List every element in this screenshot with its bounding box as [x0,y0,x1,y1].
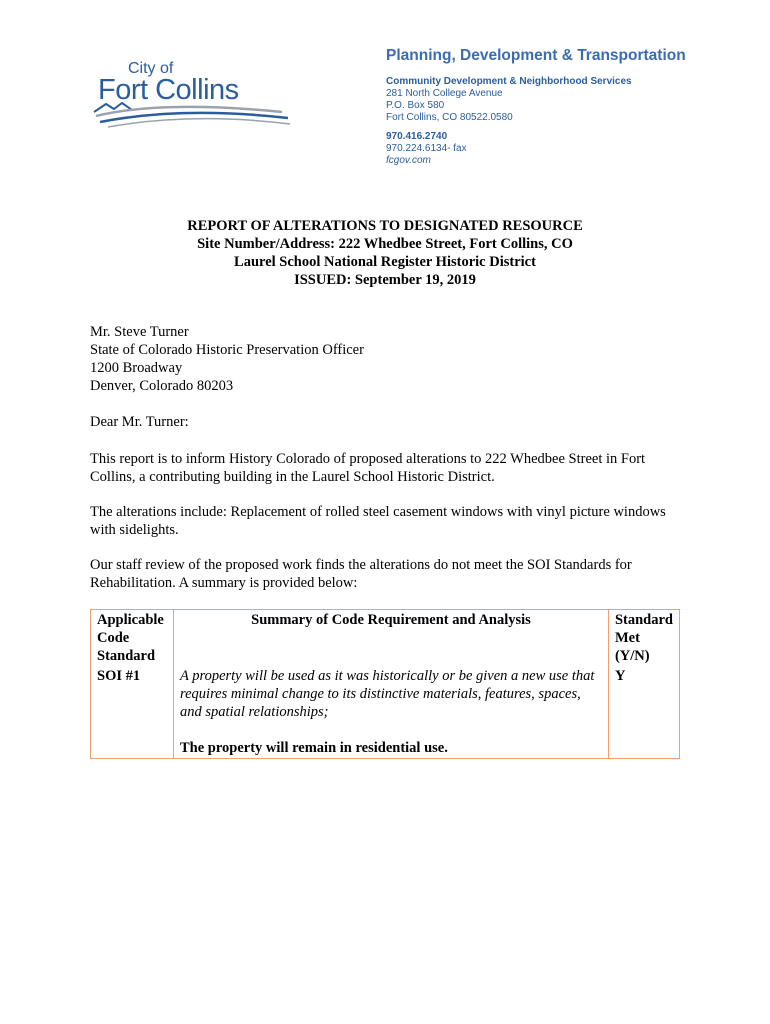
row-analysis: The property will remain in residential use. [180,740,448,756]
title-line: ISSUED: September 19, 2019 [294,272,476,288]
row-standard: SOI #1 [91,666,174,759]
table-header-row [91,610,680,667]
title-line: REPORT OF ALTERATIONS TO DESIGNATED RESOURCE [187,218,583,234]
department-name: Planning, Development & Transportation [386,47,686,64]
paragraph: Our staff review of the proposed work finds the alterations do not meet the SOI Standards for Rehabilitation. A summary is provided below: [90,557,632,591]
recipient-street: 1200 Broadway [90,360,183,376]
paragraph: The alterations include: Replacement of rolled steel casement windows with vinyl picture windows with sidelights. [90,504,666,538]
row-requirement: A property will be used as it was historically or be given a new use that requires minimal change to its distinctive materials, features, spaces, and spatial relationships; [180,668,595,720]
salutation: Dear Mr. Turner: [90,414,189,430]
address-line: Fort Collins, CO 80522.0580 [386,112,513,123]
title-line: Site Number/Address: 222 Whedbee Street, Fort Collins, CO [197,236,573,252]
table-row [91,666,680,759]
address-line: P.O. Box 580 [386,100,445,111]
report-title [90,217,680,289]
recipient-city: Denver, Colorado 80203 [90,378,234,394]
phone: 970.416.2740 [386,131,448,142]
mountain-swoosh-icon [92,100,292,130]
city-logo [92,60,292,132]
header-met: Standard Met (Y/N) [608,610,679,667]
recipient-name: Mr. Steve Turner [90,324,189,340]
recipient-address [90,323,364,395]
logo-city-of: City of [128,60,174,77]
logo-name: Fort Collins [98,74,239,106]
standards-table [90,609,680,759]
row-summary [174,666,609,759]
sub-department: Community Development & Neighborhood Services [386,76,632,87]
fax: 970.224.6134- fax [386,143,467,154]
address-line: 281 North College Avenue [386,88,503,99]
letterhead [386,47,686,167]
recipient-title: State of Colorado Historic Preservation Officer [90,342,364,358]
title-line: Laurel School National Register Historic District [234,254,536,270]
header-standard: Applicable Code Standard [91,610,174,667]
header-summary: Summary of Code Requirement and Analysis [174,610,609,667]
row-met: Y [608,666,679,759]
paragraph: This report is to inform History Colorado of proposed alterations to 222 Whedbee Street in Fort Collins, a contributing building in the Laurel School Historic District. [90,451,646,485]
website: fcgov.com [386,155,431,166]
